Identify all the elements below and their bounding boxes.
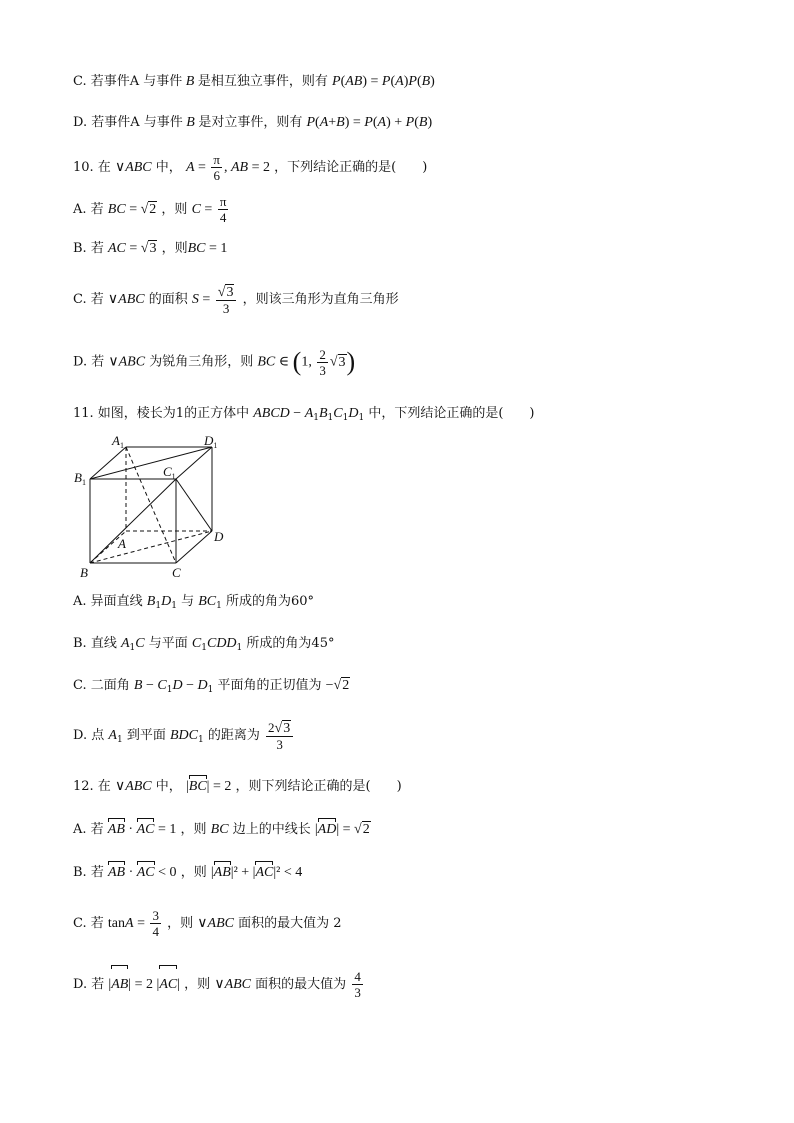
q12-option-c: C. 若 tanA = $\frac{3}{4}$ ，则 ∨ABC 面积的最大值为 2 <box>73 908 342 939</box>
label-c: C <box>172 565 181 580</box>
q12-stem: 12. 在 ∨ABC 中， |BC| = 2 ，则下列结论正确的是( ) <box>73 779 402 794</box>
label-c1: $C_1$ <box>163 464 176 481</box>
diag-bc1 <box>90 479 176 563</box>
q10-option-d: D. 若 ∨ABC 为锐角三角形，则 BC ∈ (1, $\frac{2}{3}$ √3) <box>73 346 356 378</box>
q11-option-a: A. 异面直线 $B_1D_1$ 与 $BC_1$ 所成的角为60° <box>73 594 315 611</box>
q12-option-a: A. 若 AB · AC = 1 ，则 BC 边上的中线长 |AD| = √2 <box>73 822 370 837</box>
q10-option-b: B. 若 AC = √3 ，则BC = 1 <box>73 241 228 256</box>
q10-option-a: A. 若 BC = √2 ，则 C = $\frac{\pi}{4}$ <box>73 194 227 225</box>
label-b1: $B_1$ <box>74 470 86 487</box>
q11-option-b: B. 直线 $A_1C$ 与平面 $C_1CDD_1$ 所成的角为45° <box>73 636 335 653</box>
q12-option-d: D. 若 |AB| = 2 |AC| ，则 ∨ABC 面积的最大值为 $\frac{4}{3}$ <box>73 969 361 1000</box>
label-b: B <box>80 565 88 580</box>
q10-stem: 10. 在 ∨ABC 中， A = $\frac{\pi}{6}$ , AB = 2 ，下列结论正确的是( ) <box>73 152 428 183</box>
q9-option-c: C. 若事件A 与事件 B 是相互独立事件，则有 P(AB) = P(A)P(B) <box>73 74 435 89</box>
q12-option-b: B. 若 AB · AC < 0 ，则 |AB|² + |AC|² < 4 <box>73 865 303 880</box>
q9c-lead: C. 若事件A 与事件 <box>73 74 183 89</box>
q10-option-c: C. 若 ∨ABC 的面积 S = $\frac{√3}{3}$ ，则该三角形为直角三角形 <box>73 284 399 316</box>
q9-option-d: D. 若事件A 与事件 B 是对立事件，则有 P(A+B) = P(A) + P(B) <box>73 115 433 130</box>
label-a1: $A_1$ <box>112 433 124 450</box>
label-d: D <box>214 529 224 544</box>
q11-option-d: D. 点 $A_1$ 到平面 $BDC_1$ 的距离为 $\frac{2√3}{3}$ <box>73 717 295 759</box>
label-d1: $D_1$ <box>204 433 218 450</box>
q11-stem: 11. 如图，棱长为1的正方体中 ABCD − $A_1B_1C_1D_1$ 中，下列结论正确的是( ) <box>73 406 535 423</box>
diag-c1d <box>176 479 212 531</box>
label-a: A <box>118 536 126 551</box>
cube-figure <box>70 430 230 580</box>
q11-option-c: C. 二面角 $B - C_1D - D_1$ 平面角的正切值为 −√2 <box>73 678 350 695</box>
